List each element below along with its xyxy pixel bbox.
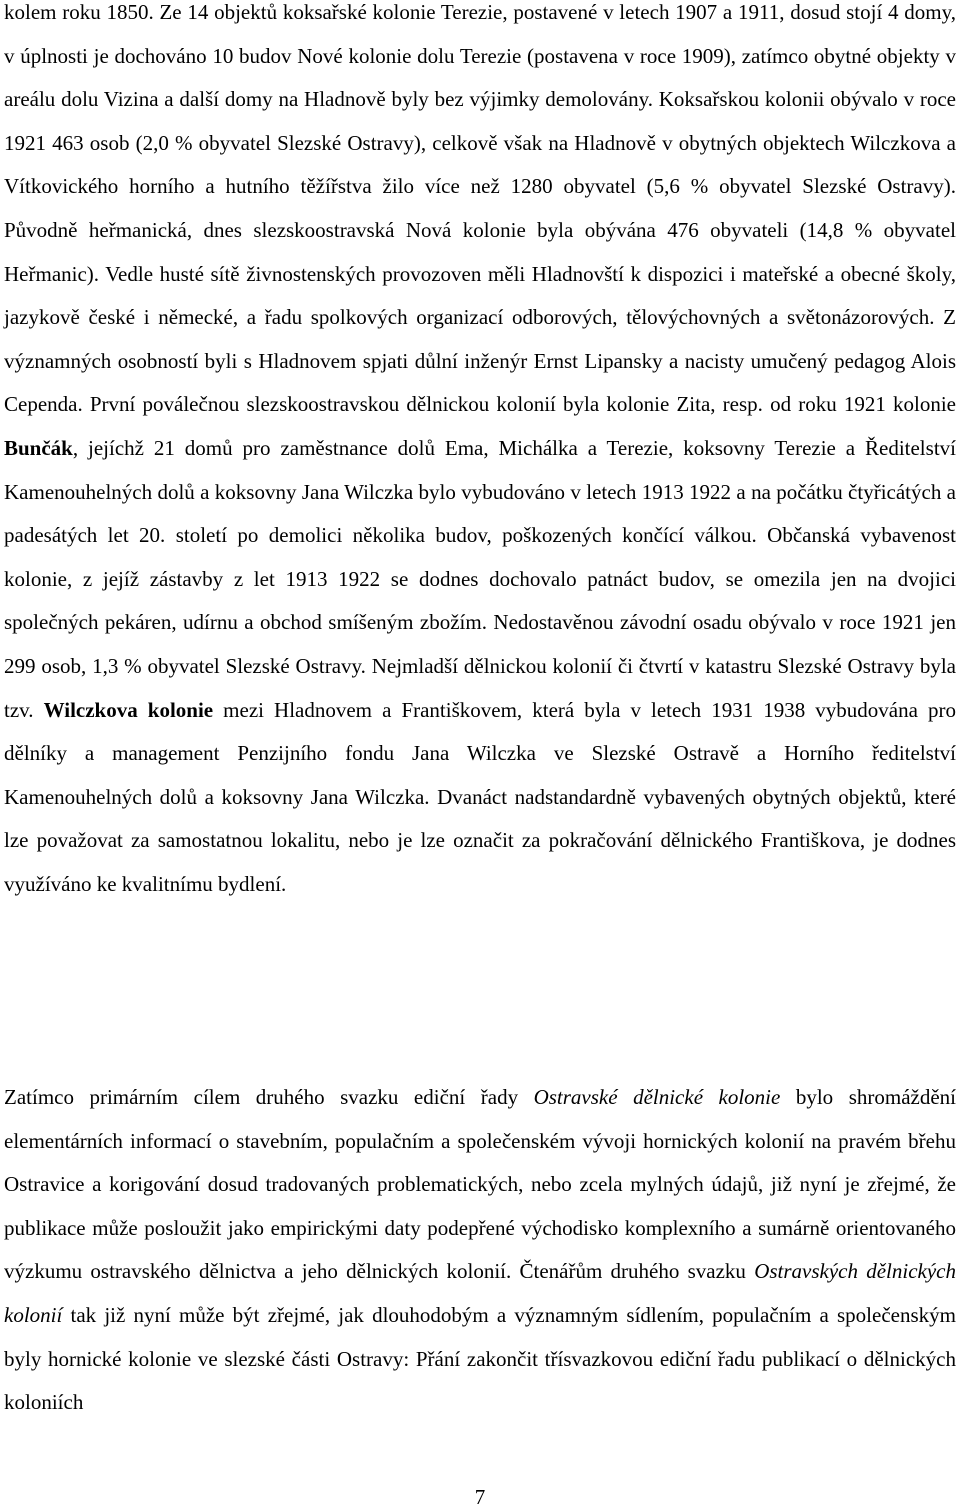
paragraph-1-text-3: mezi Hladnovem a Františkovem, která byla v letech 1931 1938 vybudována pro dělníky a management Penzijního fondu Jana Wilczka ve Slezské Ostravě a Horního ředitelství Kamenouhelných dolů a koksovny Jana Wilczka. Dvanáct nadstandardně vybavených obytných objektů, které lze považovat za samostatnou lokalitu, nebo je lze označit za pokračování dělnického Františkova, je dodnes využíváno ke kvalitnímu bydlení. — [4, 697, 956, 896]
bold-term-buncak: Bunčák — [4, 435, 73, 460]
paragraph-2-text-3: tak již nyní může být zřejmé, jak dlouhodobým a významným sídlením, populačním a společenským byly hornické kolonie ve slezské části Ostravy: Přání zakončit třísvazkovou ediční řadu publikací o dělnických koloniích — [4, 1302, 956, 1415]
paragraph-2-text-2: bylo shromáždění elementárních informací o stavebním, populačním a společenském vývoji hornických kolonií na pravém břehu Ostravice a korigování dosud tradovaných problematických, nebo zcela mylných údajů, již nyní je zřejmé, že publikace může posloužit jako empirickými daty podepřené východisko komplexního a sumárně orientovaného výzkumu ostravského dělnictva a jeho dělnických kolonií. Čtenářům druhého svazku — [4, 1085, 956, 1284]
body-paragraph-1 — [4, 0, 956, 906]
italic-series-title-genitive: Ostravských dělnických kolonií — [4, 1259, 957, 1327]
bold-term-wilczkova-kolonie: Wilczkova kolonie — [43, 697, 214, 722]
page-number: 7 — [474, 1485, 486, 1509]
paragraph-1-text-2: , jejíchž 21 domů pro zaměstnance dolů Ema, Michálka a Terezie, koksovny Terezie a Ředitelství Kamenouhelných dolů a koksovny Jana Wilczka bylo vybudováno v letech 1913 1922 a na počátku čtyřicátých a padesátých let 20. století po demolici několika budov, poškozených končící válkou. Občanská vybavenost kolonie, z jejíž zástavby z let 1913 1922 se dodnes dochovalo patnáct budov, se omezila jen na dvojici společných pekáren, udírnu a obchod smíšeným zbožím. Nedostavěnou závodní osadu obývalo v roce 1921 jen 299 osob, 1,3 % obyvatel Slezské Ostravy. Nejmladší dělnickou kolonií či čtvrtí v katastru Slezské Ostravy byla tzv. — [4, 435, 956, 722]
paragraph-2-text-1: Zatímco primárním cílem druhého svazku ediční řady — [4, 1085, 534, 1109]
paragraph-1-text-1: kolem roku 1850. Ze 14 objektů koksařské kolonie Terezie, postavené v letech 1907 a 1911, dosud stojí 4 domy, v úplnosti je dochováno 10 budov Nové kolonie dolu Terezie (postavena v roce 1909), zatímco obytné objekty v areálu dolu Vizina a další domy na Hladnově byly bez výjimky demolovány. Koksařskou kolonii obývalo v roce 1921 463 osob (2,0 % obyvatel Slezské Ostravy), celkově však na Hladnově v obytných objektech Wilczkova a Vítkovického horního a hutního těžířstva žilo více než 1280 obyvatel (5,6 % obyvatel Slezské Ostravy). Původně heřmanická, dnes slezskoostravská Nová kolonie byla obývána 476 obyvateli (14,8 % obyvatel Heřmanic). Vedle husté sítě živnostenských provozoven měli Hladnovští k dispozici i mateřské a obecné školy, jazykově české i německé, a řadu spolkových organizací odborových, tělovýchovných a světonázorových. Z významných osobností byli s Hladnovem spjati důlní inženýr Ernst Lipansky a nacisty umučený pedagog Alois Cependa. První poválečnou slezskoostravskou dělnickou kolonií byla kolonie Zita, resp. od roku 1921 kolonie — [4, 0, 956, 417]
body-paragraph-2 — [4, 1076, 956, 1425]
italic-series-title: Ostravské dělnické kolonie — [533, 1085, 781, 1109]
